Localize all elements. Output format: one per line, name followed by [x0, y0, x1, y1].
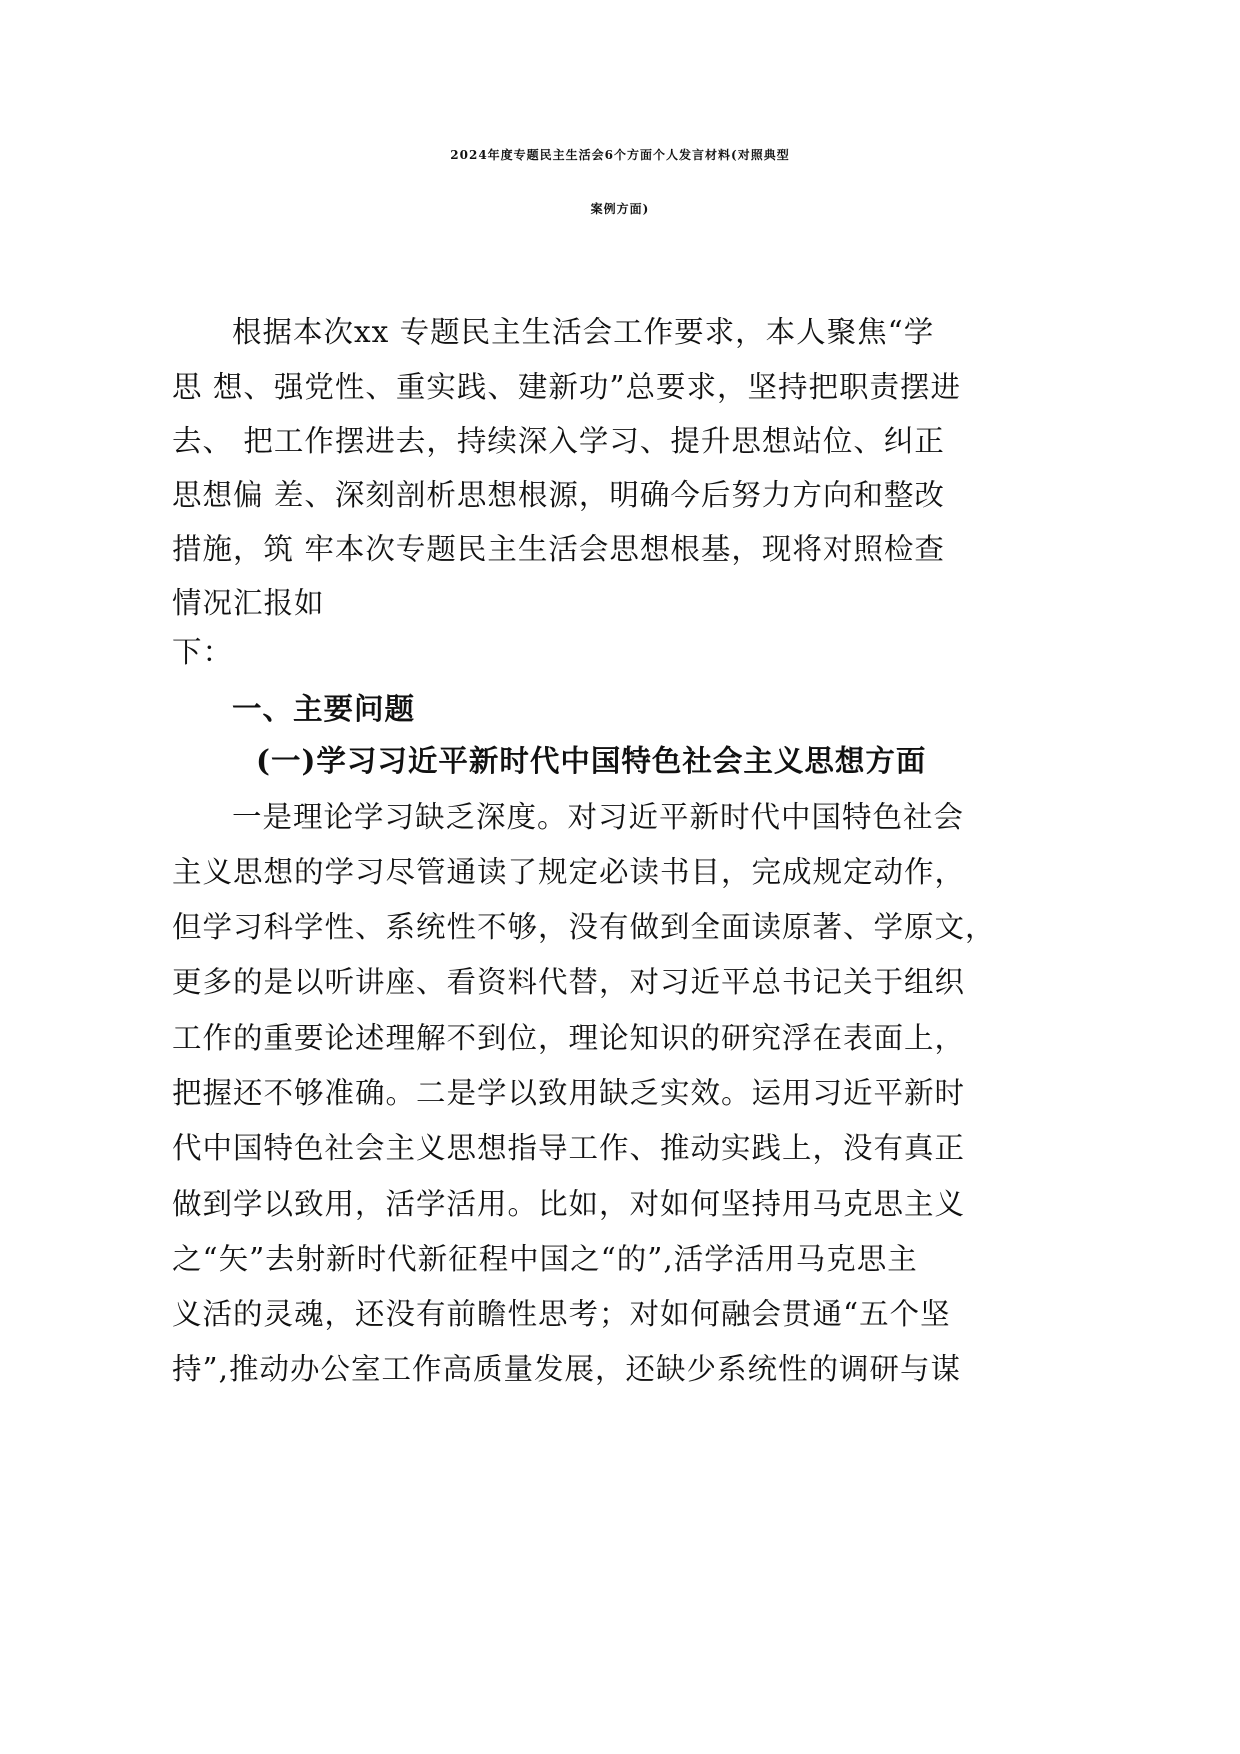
- intro-line: 措施，筑 牢本次专题民主生活会思想根基，现将对照检查: [172, 532, 945, 566]
- body-line: 但学习科学性、系统性不够，没有做到全面读原著、学原文，: [172, 910, 996, 944]
- intro-line: 思 想、强党性、重实践、建新功”总要求，坚持把职责摆进: [172, 370, 961, 404]
- intro-line: 下：: [172, 635, 234, 669]
- intro-line: 思想偏 差、深刻剖析思想根源，明确今后努力方向和整改: [172, 478, 945, 512]
- section-heading: 一、主要问题: [232, 691, 416, 726]
- body-line: 做到学以致用，活学活用。比如，对如何坚持用马克思主义: [172, 1187, 966, 1221]
- body-line: 之“矢”去射新时代新征程中国之“的”,活学活用马克思主: [172, 1242, 918, 1276]
- body-line: 工作的重要论述理解不到位，理论知识的研究浮在表面上，: [172, 1021, 966, 1055]
- body-line: 把握还不够准确。二是学以致用缺乏实效。运用习近平新时: [172, 1076, 966, 1110]
- body-line: 义活的灵魂，还没有前瞻性思考；对如何融会贯通“五个坚: [172, 1297, 951, 1331]
- intro-line: 去、 把工作摆进去，持续深入学习、提升思想站位、纠正: [172, 424, 945, 458]
- document-title-line-1: 2024年度专题民主生活会6个方面个人发言材料(对照典型: [450, 148, 790, 162]
- intro-line: 情况汇报如: [172, 586, 325, 620]
- body-line: 更多的是以听讲座、看资料代替，对习近平总书记关于组织: [172, 965, 966, 999]
- intro-line: 根据本次xx 专题民主生活会工作要求，本人聚焦“学: [232, 315, 935, 349]
- body-line: 代中国特色社会主义思想指导工作、推动实践上，没有真正: [172, 1131, 966, 1165]
- subsection-heading: (一)学习习近平新时代中国特色社会主义思想方面: [256, 743, 927, 778]
- document-title-line-2: 案例方面): [590, 202, 650, 216]
- body-line: 一是理论学习缺乏深度。对习近平新时代中国特色社会: [232, 800, 965, 834]
- body-line: 持”,推动办公室工作高质量发展，还缺少系统性的调研与谋: [172, 1352, 961, 1386]
- body-line: 主义思想的学习尽管通读了规定必读书目，完成规定动作，: [172, 855, 966, 889]
